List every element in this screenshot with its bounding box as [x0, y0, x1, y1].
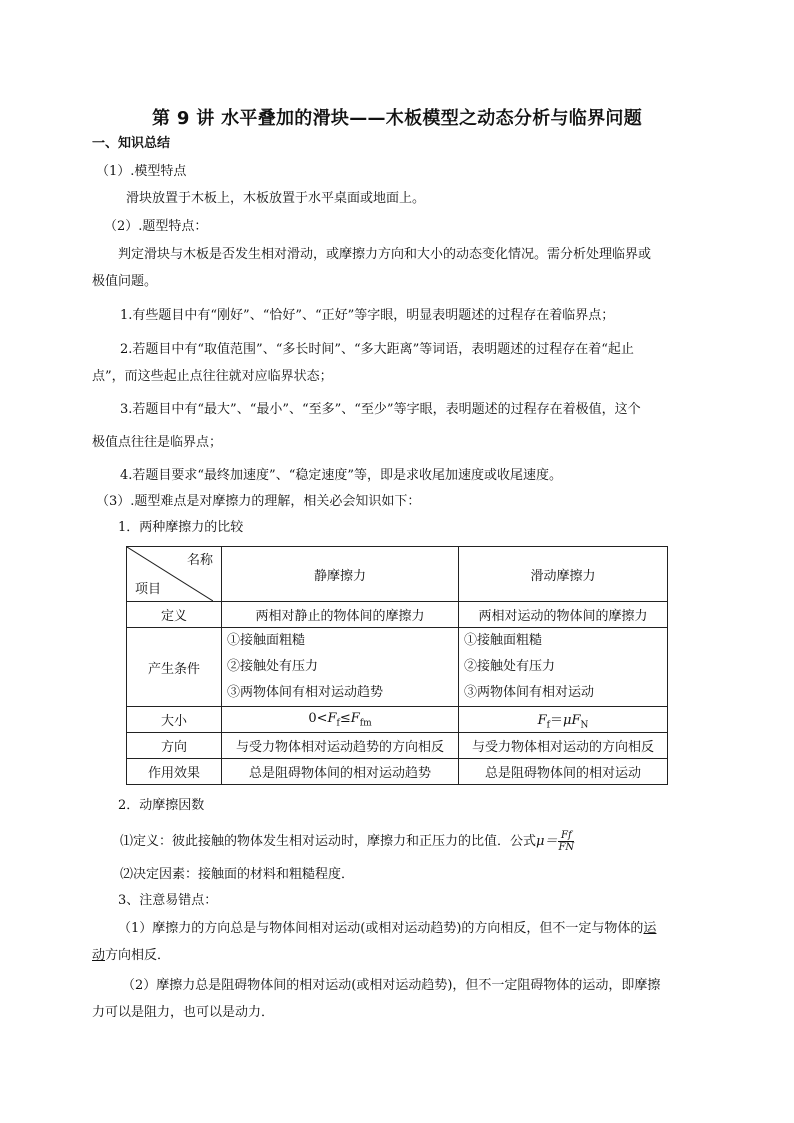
definition-text: ⑴定义：彼此接触的物体发生相对运动时，摩擦力和正压力的比值．公式 — [120, 834, 537, 849]
table-cell: 总是阻碍物体间的相对运动 — [459, 759, 668, 785]
table-cell-formula — [459, 707, 668, 733]
condition-line: ①接触面粗糙 — [227, 633, 306, 648]
condition-line: ②接触处有压力 — [227, 659, 319, 674]
table-cell — [222, 628, 459, 707]
paragraph-heading: （2）.题型特点： — [104, 219, 208, 234]
formula-sub: f — [546, 720, 550, 731]
formula-part: 0< — [308, 710, 328, 726]
formula-var: F — [350, 710, 360, 726]
note-text-underlined: 运 — [643, 921, 657, 936]
row-label: 产生条件 — [127, 628, 222, 707]
table-row — [127, 733, 668, 759]
table-cell-formula — [222, 707, 459, 733]
row-label: 大小 — [127, 707, 222, 733]
table-corner-cell — [127, 547, 222, 602]
definition-line — [120, 830, 574, 853]
formula-sub: fm — [359, 718, 372, 729]
table-row — [127, 759, 668, 785]
fraction-numerator: Ff — [558, 830, 574, 842]
note-text-underlined: 动 — [92, 948, 106, 963]
note-line: 力可以是阻力，也可以是动力． — [92, 1005, 275, 1020]
row-label: 方向 — [127, 733, 222, 759]
note-text: 方向相反． — [105, 948, 171, 963]
formula-part: ≤ — [339, 710, 351, 726]
subheading: 1．两种摩擦力的比较 — [118, 520, 244, 535]
formula-var: F — [537, 712, 547, 728]
paragraph: 滑块放置于木板上，木板放置于水平桌面或地面上。 — [126, 191, 426, 206]
paragraph: 判定滑块与木板是否发生相对滑动，或摩擦力方向和大小的动态变化情况。需分析处理临界或 — [118, 247, 652, 262]
subheading: 3、注意易错点： — [118, 893, 218, 908]
definition-line: ⑵决定因素：接触面的材料和粗糙程度． — [120, 867, 355, 882]
section-heading: 一、知识总结 — [92, 136, 171, 151]
formula-part: ＝ — [550, 712, 564, 728]
condition-line: ③两物体间有相对运动 — [464, 685, 595, 700]
page-title: 第 9 讲 水平叠加的滑块——木板模型之动态分析与临界问题 — [151, 108, 643, 129]
paragraph: 极值问题。 — [92, 274, 158, 289]
note-text: （1）摩擦力的方向总是与物体间相对运动(或相对运动趋势)的方向相反，但不一定与物体的 — [118, 921, 644, 936]
note-line: （2）摩擦力总是阻碍物体间的相对运动(或相对运动趋势)，但不一定阻碍物体的运动，即摩擦 — [122, 978, 661, 993]
formula-var: F — [327, 710, 337, 726]
table-row — [127, 707, 668, 733]
list-item: 2.若题目中有“取值范围”、“多长时间”、“多大距离”等词语，表明题述的过程存在着“起止 — [120, 342, 634, 357]
condition-line: ②接触处有压力 — [464, 659, 556, 674]
formula-mu: μ＝ — [536, 834, 558, 849]
table-cell — [459, 628, 668, 707]
subheading: 2．动摩擦因数 — [118, 798, 205, 813]
list-item: 1.有些题目中有“刚好”、“恰好”、“正好”等字眼，明显表明题述的过程存在着临界点； — [120, 308, 615, 323]
row-label: 定义 — [127, 602, 222, 628]
paragraph-heading: （3）.题型难点是对摩擦力的理解，相关必会知识如下： — [96, 494, 421, 509]
table-row — [127, 602, 668, 628]
condition-line: ①接触面粗糙 — [464, 633, 543, 648]
table-cell: 总是阻碍物体间的相对运动趋势 — [222, 759, 459, 785]
fraction-denominator: FN — [558, 842, 575, 853]
friction-comparison-table — [126, 546, 668, 785]
note-line — [92, 947, 170, 965]
table-cell: 两相对运动的物体间的摩擦力 — [459, 602, 668, 628]
formula-var: μF — [563, 712, 581, 728]
corner-name-label: 名称 — [186, 553, 213, 568]
column-header-sliding: 滑动摩擦力 — [459, 547, 668, 602]
list-item: 点”，而这些起止点往往就对应临界状态； — [92, 369, 333, 384]
list-item: 3.若题目中有“最大”、“最小”、“至多”、“至少”等字眼，表明题述的过程存在着极值，这个 — [120, 402, 641, 417]
paragraph-heading: （1）.模型特点 — [96, 164, 187, 179]
table-cell: 与受力物体相对运动趋势的方向相反 — [222, 733, 459, 759]
column-header-static: 静摩擦力 — [222, 547, 459, 602]
table-cell: 两相对静止的物体间的摩擦力 — [222, 602, 459, 628]
list-item: 4.若题目要求“最终加速度”、“稳定速度”等，即是求收尾加速度或收尾速度。 — [120, 468, 562, 483]
table-row — [127, 628, 668, 707]
condition-line: ③两物体间有相对运动趋势 — [227, 685, 384, 700]
note-line — [118, 920, 656, 938]
formula-sub: N — [580, 720, 589, 731]
table-cell: 与受力物体相对运动的方向相反 — [459, 733, 668, 759]
formula-fraction — [558, 830, 574, 853]
list-item: 极值点往往是临界点； — [92, 435, 223, 450]
formula-sub: f — [336, 718, 340, 729]
table-header-row — [127, 547, 668, 602]
corner-item-label: 项目 — [135, 582, 162, 597]
row-label: 作用效果 — [127, 759, 222, 785]
